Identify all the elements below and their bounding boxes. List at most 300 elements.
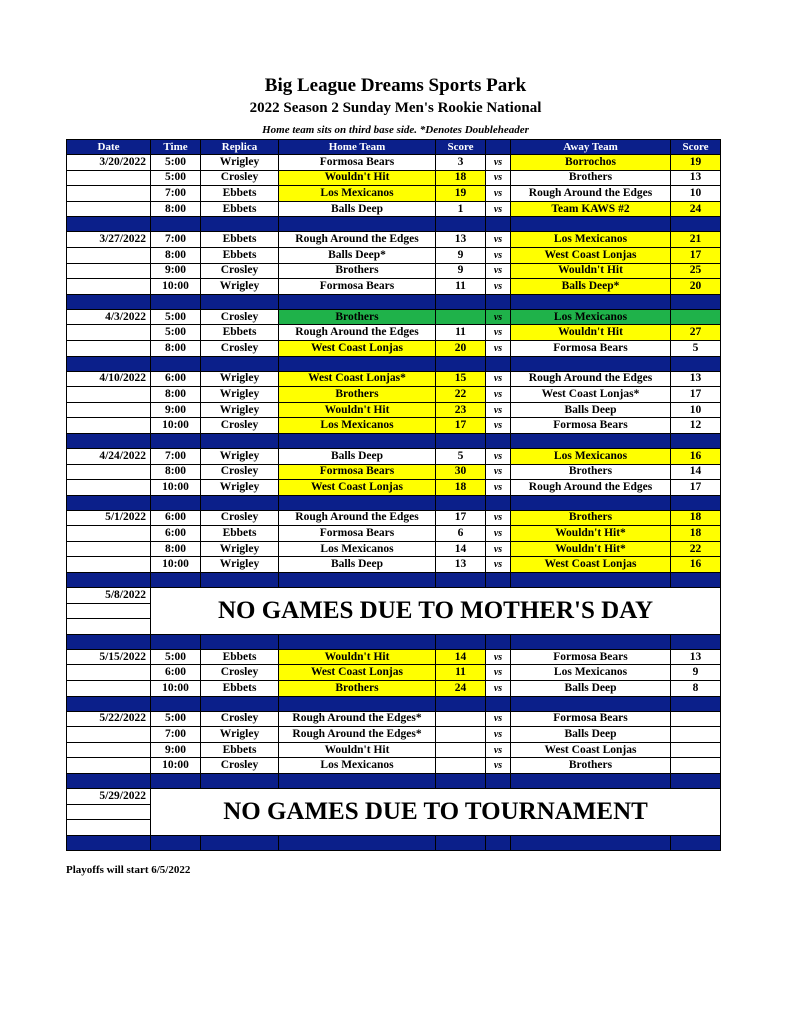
separator-cell <box>511 356 671 371</box>
game-field: Crosley <box>201 510 279 526</box>
game-row <box>67 340 721 356</box>
week-date: 5/1/2022 <box>67 510 151 526</box>
blank-date-cell <box>67 603 151 619</box>
home-score: 14 <box>436 541 486 557</box>
vs-label: vs <box>486 170 511 186</box>
blank-date-cell <box>67 681 151 697</box>
week-date: 3/27/2022 <box>67 232 151 248</box>
blank-date-cell <box>67 619 151 635</box>
game-field: Ebbets <box>201 201 279 217</box>
game-field: Crosley <box>201 170 279 186</box>
separator-cell <box>279 774 436 789</box>
home-team: West Coast Lonjas <box>279 665 436 681</box>
game-row <box>67 758 721 774</box>
vs-label: vs <box>486 309 511 325</box>
vs-label: vs <box>486 480 511 496</box>
home-team: Rough Around the Edges <box>279 510 436 526</box>
game-field: Crosley <box>201 711 279 727</box>
game-field: Ebbets <box>201 325 279 341</box>
game-time: 5:00 <box>151 649 201 665</box>
blank-date-cell <box>67 387 151 403</box>
away-team: Formosa Bears <box>511 711 671 727</box>
no-games-row <box>67 588 721 604</box>
away-score <box>671 711 721 727</box>
home-score: 19 <box>436 186 486 202</box>
separator-cell <box>436 217 486 232</box>
away-score <box>671 309 721 325</box>
home-score: 5 <box>436 448 486 464</box>
blank-date-cell <box>67 526 151 542</box>
home-team: West Coast Lonjas <box>279 340 436 356</box>
game-row <box>67 325 721 341</box>
home-team: Formosa Bears <box>279 464 436 480</box>
game-time: 8:00 <box>151 464 201 480</box>
vs-label: vs <box>486 418 511 434</box>
separator-cell <box>201 696 279 711</box>
blank-date-cell <box>67 804 151 820</box>
week-date: 4/10/2022 <box>67 371 151 387</box>
home-team: Balls Deep <box>279 201 436 217</box>
game-field: Ebbets <box>201 681 279 697</box>
vs-label: vs <box>486 402 511 418</box>
separator-cell <box>67 217 151 232</box>
vs-label: vs <box>486 541 511 557</box>
game-field: Crosley <box>201 309 279 325</box>
vs-label: vs <box>486 448 511 464</box>
away-score: 8 <box>671 681 721 697</box>
separator-cell <box>671 573 721 588</box>
separator-cell <box>279 696 436 711</box>
separator-cell <box>436 495 486 510</box>
away-score: 19 <box>671 155 721 171</box>
game-field: Crosley <box>201 758 279 774</box>
separator-cell <box>201 294 279 309</box>
separator-cell <box>67 835 151 850</box>
vs-label: vs <box>486 247 511 263</box>
away-team: Balls Deep <box>511 727 671 743</box>
page-subtitle: 2022 Season 2 Sunday Men's Rookie National <box>249 100 542 116</box>
away-team: West Coast Lonjas <box>511 247 671 263</box>
separator-cell <box>671 217 721 232</box>
week-separator <box>67 356 721 371</box>
home-score <box>436 742 486 758</box>
week-separator <box>67 774 721 789</box>
week-separator <box>67 217 721 232</box>
home-team: West Coast Lonjas* <box>279 371 436 387</box>
home-score: 11 <box>436 325 486 341</box>
separator-cell <box>201 634 279 649</box>
game-time: 5:00 <box>151 325 201 341</box>
blank-date-cell <box>67 557 151 573</box>
game-row <box>67 649 721 665</box>
separator-cell <box>511 696 671 711</box>
separator-cell <box>671 433 721 448</box>
schedule-table <box>66 139 721 851</box>
game-field: Ebbets <box>201 232 279 248</box>
game-time: 10:00 <box>151 681 201 697</box>
away-team: Wouldn't Hit* <box>511 541 671 557</box>
home-score: 18 <box>436 480 486 496</box>
separator-cell <box>151 634 201 649</box>
game-field: Wrigley <box>201 402 279 418</box>
away-score: 13 <box>671 371 721 387</box>
week-separator <box>67 495 721 510</box>
vs-label: vs <box>486 557 511 573</box>
game-row <box>67 742 721 758</box>
home-score: 30 <box>436 464 486 480</box>
game-field: Crosley <box>201 263 279 279</box>
home-team: Wouldn't Hit <box>279 402 436 418</box>
separator-cell <box>486 294 511 309</box>
separator-cell <box>436 573 486 588</box>
away-team: Brothers <box>511 510 671 526</box>
blank-date-cell <box>67 464 151 480</box>
vs-label: vs <box>486 232 511 248</box>
game-field: Crosley <box>201 418 279 434</box>
blank-date-cell <box>67 247 151 263</box>
separator-cell <box>151 774 201 789</box>
away-team: Balls Deep* <box>511 279 671 295</box>
home-score: 14 <box>436 649 486 665</box>
separator-cell <box>511 433 671 448</box>
game-time: 5:00 <box>151 711 201 727</box>
separator-cell <box>486 356 511 371</box>
game-row <box>67 201 721 217</box>
away-score: 25 <box>671 263 721 279</box>
home-score: 1 <box>436 201 486 217</box>
away-team: Formosa Bears <box>511 418 671 434</box>
game-row <box>67 170 721 186</box>
home-team: Brothers <box>279 309 436 325</box>
separator-cell <box>486 835 511 850</box>
home-team: Wouldn't Hit <box>279 170 436 186</box>
game-row <box>67 464 721 480</box>
home-score: 24 <box>436 681 486 697</box>
away-team: West Coast Lonjas* <box>511 387 671 403</box>
separator-cell <box>279 217 436 232</box>
vs-label: vs <box>486 186 511 202</box>
away-score: 9 <box>671 665 721 681</box>
separator-cell <box>67 294 151 309</box>
blank-date-cell <box>67 325 151 341</box>
game-time: 7:00 <box>151 727 201 743</box>
away-team: Team KAWS #2 <box>511 201 671 217</box>
home-team: West Coast Lonjas <box>279 480 436 496</box>
game-time: 6:00 <box>151 665 201 681</box>
away-team: Rough Around the Edges <box>511 186 671 202</box>
away-score: 22 <box>671 541 721 557</box>
separator-cell <box>151 294 201 309</box>
blank-date-cell <box>67 340 151 356</box>
col-replica-header: Replica <box>201 140 279 155</box>
separator-cell <box>201 495 279 510</box>
game-time: 8:00 <box>151 541 201 557</box>
home-score <box>436 309 486 325</box>
separator-cell <box>67 495 151 510</box>
away-score: 13 <box>671 170 721 186</box>
away-score: 5 <box>671 340 721 356</box>
away-score: 16 <box>671 448 721 464</box>
game-row <box>67 526 721 542</box>
separator-cell <box>511 835 671 850</box>
blank-date-cell <box>67 480 151 496</box>
separator-cell <box>436 696 486 711</box>
away-score: 27 <box>671 325 721 341</box>
away-score: 21 <box>671 232 721 248</box>
game-row <box>67 402 721 418</box>
separator-cell <box>67 696 151 711</box>
game-field: Wrigley <box>201 279 279 295</box>
away-score <box>671 742 721 758</box>
away-team: Wouldn't Hit <box>511 325 671 341</box>
separator-cell <box>279 433 436 448</box>
game-time: 9:00 <box>151 402 201 418</box>
game-time: 8:00 <box>151 387 201 403</box>
game-row <box>67 557 721 573</box>
home-team: Brothers <box>279 263 436 279</box>
game-field: Wrigley <box>201 387 279 403</box>
separator-cell <box>279 573 436 588</box>
separator-cell <box>511 634 671 649</box>
separator-cell <box>671 774 721 789</box>
game-row <box>67 155 721 171</box>
away-score: 20 <box>671 279 721 295</box>
separator-cell <box>486 634 511 649</box>
vs-label: vs <box>486 758 511 774</box>
separator-cell <box>201 217 279 232</box>
home-team: Formosa Bears <box>279 526 436 542</box>
vs-label: vs <box>486 526 511 542</box>
vs-label: vs <box>486 371 511 387</box>
away-score <box>671 758 721 774</box>
home-score: 23 <box>436 402 486 418</box>
game-field: Wrigley <box>201 541 279 557</box>
game-field: Crosley <box>201 665 279 681</box>
week-separator <box>67 634 721 649</box>
col-home-score-header: Score <box>436 140 486 155</box>
game-row <box>67 448 721 464</box>
blank-date-cell <box>67 727 151 743</box>
page-title: Big League Dreams Sports Park <box>264 75 527 96</box>
game-row <box>67 371 721 387</box>
col-time-header: Time <box>151 140 201 155</box>
vs-label: vs <box>486 325 511 341</box>
game-field: Ebbets <box>201 526 279 542</box>
page-note: Home team sits on third base side. *Denotes Doubleheader <box>262 124 529 136</box>
separator-cell <box>671 294 721 309</box>
home-score <box>436 711 486 727</box>
blank-date-cell <box>67 758 151 774</box>
no-games-message: NO GAMES DUE TO MOTHER'S DAY <box>151 588 721 635</box>
separator-cell <box>671 696 721 711</box>
away-team: Brothers <box>511 758 671 774</box>
week-date: 4/24/2022 <box>67 448 151 464</box>
separator-cell <box>279 634 436 649</box>
home-team: Los Mexicanos <box>279 758 436 774</box>
game-time: 6:00 <box>151 371 201 387</box>
home-team: Formosa Bears <box>279 155 436 171</box>
home-score: 15 <box>436 371 486 387</box>
home-team: Wouldn't Hit <box>279 742 436 758</box>
separator-cell <box>486 573 511 588</box>
blank-date-cell <box>67 201 151 217</box>
away-team: Rough Around the Edges <box>511 371 671 387</box>
separator-cell <box>436 294 486 309</box>
away-team: Borrochos <box>511 155 671 171</box>
week-date: 3/20/2022 <box>67 155 151 171</box>
home-score: 11 <box>436 665 486 681</box>
away-team: Los Mexicanos <box>511 232 671 248</box>
week-date: 5/29/2022 <box>67 789 151 805</box>
separator-cell <box>486 696 511 711</box>
away-score: 12 <box>671 418 721 434</box>
game-field: Wrigley <box>201 727 279 743</box>
game-row <box>67 711 721 727</box>
game-time: 10:00 <box>151 418 201 434</box>
game-row <box>67 418 721 434</box>
week-separator <box>67 573 721 588</box>
separator-cell <box>67 433 151 448</box>
game-time: 7:00 <box>151 232 201 248</box>
game-field: Crosley <box>201 464 279 480</box>
home-team: Balls Deep* <box>279 247 436 263</box>
blank-date-cell <box>67 279 151 295</box>
game-row <box>67 727 721 743</box>
week-date: 5/15/2022 <box>67 649 151 665</box>
game-time: 8:00 <box>151 201 201 217</box>
vs-label: vs <box>486 387 511 403</box>
away-score: 16 <box>671 557 721 573</box>
blank-date-cell <box>67 263 151 279</box>
vs-label: vs <box>486 711 511 727</box>
away-team: West Coast Lonjas <box>511 742 671 758</box>
away-team: Brothers <box>511 170 671 186</box>
game-field: Crosley <box>201 340 279 356</box>
separator-cell <box>511 573 671 588</box>
separator-cell <box>436 433 486 448</box>
game-row <box>67 263 721 279</box>
separator-cell <box>67 356 151 371</box>
game-time: 10:00 <box>151 480 201 496</box>
vs-label: vs <box>486 464 511 480</box>
separator-cell <box>279 495 436 510</box>
home-score <box>436 758 486 774</box>
home-team: Brothers <box>279 387 436 403</box>
home-team: Rough Around the Edges <box>279 232 436 248</box>
separator-cell <box>279 356 436 371</box>
separator-cell <box>671 495 721 510</box>
week-separator <box>67 696 721 711</box>
separator-cell <box>671 356 721 371</box>
home-team: Brothers <box>279 681 436 697</box>
vs-label: vs <box>486 681 511 697</box>
home-score: 17 <box>436 510 486 526</box>
game-time: 7:00 <box>151 448 201 464</box>
game-field: Wrigley <box>201 557 279 573</box>
col-home-team-header: Home Team <box>279 140 436 155</box>
game-row <box>67 247 721 263</box>
game-time: 5:00 <box>151 309 201 325</box>
game-row <box>67 309 721 325</box>
separator-cell <box>67 774 151 789</box>
game-time: 6:00 <box>151 510 201 526</box>
game-row <box>67 186 721 202</box>
game-time: 10:00 <box>151 557 201 573</box>
game-row <box>67 480 721 496</box>
away-score: 10 <box>671 186 721 202</box>
no-games-message: NO GAMES DUE TO TOURNAMENT <box>151 789 721 836</box>
separator-cell <box>151 835 201 850</box>
game-row <box>67 387 721 403</box>
home-team: Wouldn't Hit <box>279 649 436 665</box>
away-score: 24 <box>671 201 721 217</box>
home-team: Formosa Bears <box>279 279 436 295</box>
vs-label: vs <box>486 742 511 758</box>
game-field: Ebbets <box>201 649 279 665</box>
separator-cell <box>511 774 671 789</box>
separator-cell <box>436 774 486 789</box>
game-time: 8:00 <box>151 340 201 356</box>
week-separator <box>67 294 721 309</box>
game-time: 8:00 <box>151 247 201 263</box>
week-separator <box>67 835 721 850</box>
home-team: Los Mexicanos <box>279 541 436 557</box>
away-team: West Coast Lonjas <box>511 557 671 573</box>
separator-cell <box>279 294 436 309</box>
home-score: 9 <box>436 247 486 263</box>
home-team: Rough Around the Edges* <box>279 727 436 743</box>
away-team: Balls Deep <box>511 681 671 697</box>
game-row <box>67 681 721 697</box>
separator-cell <box>486 433 511 448</box>
home-team: Balls Deep <box>279 557 436 573</box>
away-team: Wouldn't Hit <box>511 263 671 279</box>
game-row <box>67 541 721 557</box>
blank-date-cell <box>67 742 151 758</box>
vs-label: vs <box>486 510 511 526</box>
separator-cell <box>151 495 201 510</box>
away-team: Balls Deep <box>511 402 671 418</box>
vs-label: vs <box>486 201 511 217</box>
game-field: Ebbets <box>201 186 279 202</box>
home-score: 13 <box>436 232 486 248</box>
separator-cell <box>201 356 279 371</box>
home-score: 17 <box>436 418 486 434</box>
home-team: Rough Around the Edges <box>279 325 436 341</box>
vs-label: vs <box>486 340 511 356</box>
away-score <box>671 727 721 743</box>
vs-label: vs <box>486 279 511 295</box>
game-field: Wrigley <box>201 448 279 464</box>
blank-date-cell <box>67 170 151 186</box>
separator-cell <box>511 217 671 232</box>
week-separator <box>67 433 721 448</box>
game-time: 5:00 <box>151 155 201 171</box>
col-vs-header <box>486 140 511 155</box>
separator-cell <box>151 433 201 448</box>
game-time: 9:00 <box>151 742 201 758</box>
away-team: Los Mexicanos <box>511 448 671 464</box>
separator-cell <box>201 433 279 448</box>
col-away-score-header: Score <box>671 140 721 155</box>
separator-cell <box>436 835 486 850</box>
away-score: 17 <box>671 247 721 263</box>
home-team: Los Mexicanos <box>279 186 436 202</box>
separator-cell <box>201 835 279 850</box>
blank-date-cell <box>67 820 151 836</box>
week-date: 5/22/2022 <box>67 711 151 727</box>
game-time: 10:00 <box>151 279 201 295</box>
